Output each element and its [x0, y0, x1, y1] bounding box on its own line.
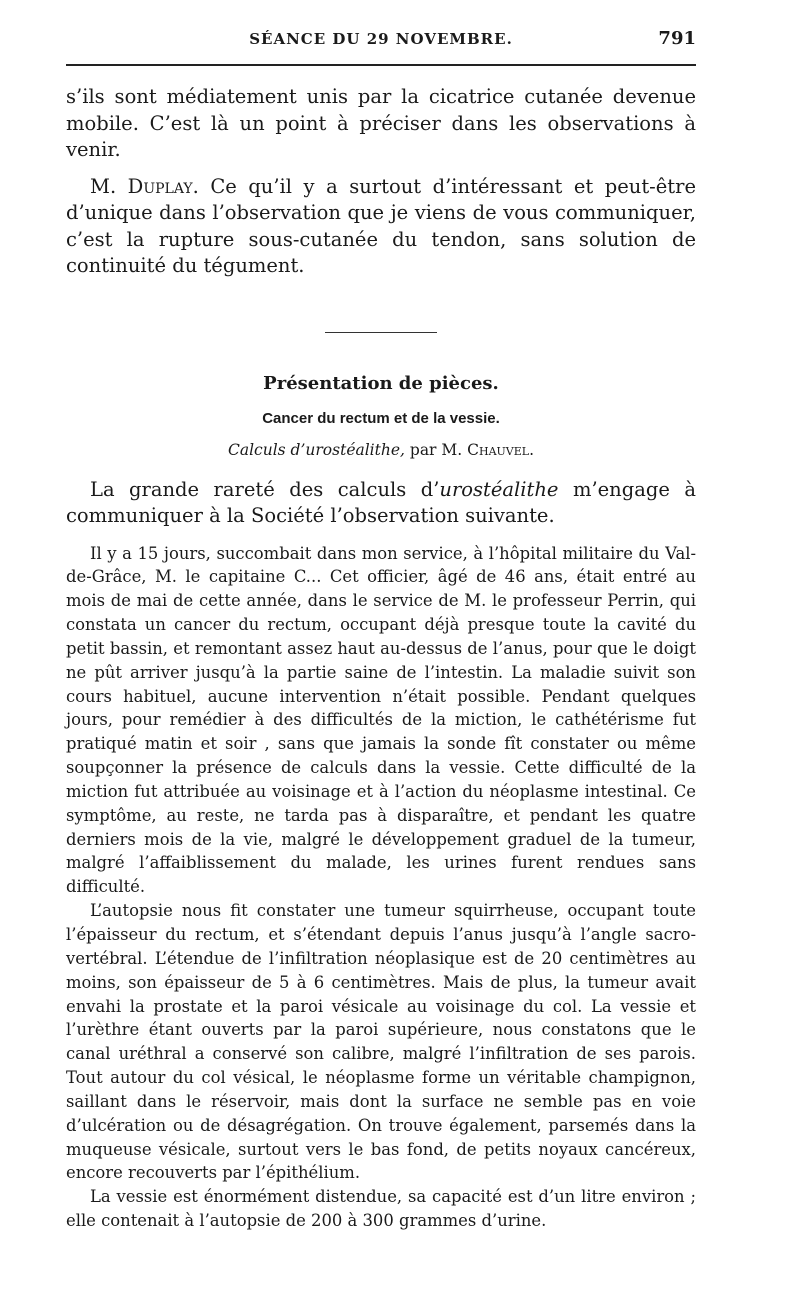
body-paragraph: L’autopsie nous fit constater une tumeur squirrheuse, occupant toute l’épaisseur du rectum, et s’étendant depuis l’anus jusqu’à l’angle sacro-vertébral. L’étendue de l’infiltration néoplasique est de 20 centimètres au moins, son épaisseur de 5 à 6 centimètres. Mais de plus, la tumeur avait envahi la prostate et la paroi vésicale au voisinage du col. La vessie et l’urèthre étant ouverts par la paroi supérieure, nous constatons que le canal uréthral a conservé son calibre, malgré l’infiltration de ses parois. Tout autour du col vésical, le néoplasme forme un véritable champignon, saillant dans le réservoir, mais dont la surface ne semble pas en voie d’ulcération ou de désagrégation. On trouve également, parsemés dans la muqueuse vésicale, surtout vers le bas fond, de petits noyaux cancéreux, encore recouverts par l’épithélium.	[66, 901, 696, 1183]
continued-paragraph: s’ils sont médiatement unis par la cicatrice cutanée devenue mobile. C’est là un point à préciser dans les observations à venir.	[66, 85, 696, 161]
running-head: SÉANCE DU 29 NOVEMBRE.	[249, 30, 513, 48]
body-paragraph: Il y a 15 jours, succombait dans mon service, à l’hôpital militaire du Val-de-Grâce, M. le capitaine C... Cet officier, âgé de 46 ans, était entré au mois de mai de cette année, dans le service de M. le professeur Perrin, qui constata un cancer du rectum, occupant déjà presque toute la cavité du petit bassin, et remontant assez haut au-dessus de l’anus, pour que le doigt ne pût arriver jusqu’à la partie saine de l’intestin. La maladie suivit son cours habituel, aucune intervention n’était possible. Pendant quelques jours, pour remédier à des difficultés de la miction, le cathétérisme fut pratiqué matin et soir , sans que jamais la sonde fît constater ou même soupçonner la présence de calculs dans la vessie. Cette difficulté de la miction fut attribuée au voisinage et à l’action du néoplasme intestinal. Ce symptôme, au reste, ne tarda pas à disparaître, et pendant les quatre derniers mois de la vie, malgré le développement graduel de la tumeur, malgré l’affaiblissement du malade, les urines furent rendues sans difficulté.	[66, 543, 696, 897]
intro-after: m’engage à communiquer à la Société l’observation suivante.	[66, 477, 696, 527]
section-subtitle: Cancer du rectum et de la vessie.	[262, 409, 500, 427]
intro-italic: urostéalithe	[439, 477, 559, 501]
intro-before: La grande rareté des calculs d’	[90, 477, 440, 501]
document-page	[66, 0, 696, 1233]
page-header	[66, 0, 696, 68]
body-paragraph: La vessie est énormément distendue, sa capacité est d’un litre environ ; elle contenait à l’autopsie de 200 à 300 grammes d’urine.	[66, 1187, 696, 1231]
duplay-text: Ce qu’il y a surtout d’intéressant et peut-être d’unique dans l’observation que je viens de vous communiquer, c’est la rupture sous-cutanée du tendon, sans solution de continuité du tégument.	[66, 174, 697, 277]
speaker-name: M. Duplay.	[90, 174, 199, 198]
section-title: Présentation de pièces.	[263, 372, 499, 394]
section-byline	[66, 441, 696, 459]
section-separator	[325, 332, 437, 333]
byline-author: Chauvel.	[467, 440, 534, 459]
duplay-paragraph	[66, 174, 696, 280]
byline-italic: Calculs d’urostéalithe,	[228, 440, 405, 459]
intro-paragraph	[66, 477, 696, 530]
byline-mid: par M.	[404, 440, 468, 459]
page-number: 791	[658, 28, 696, 49]
header-rule	[66, 64, 696, 66]
